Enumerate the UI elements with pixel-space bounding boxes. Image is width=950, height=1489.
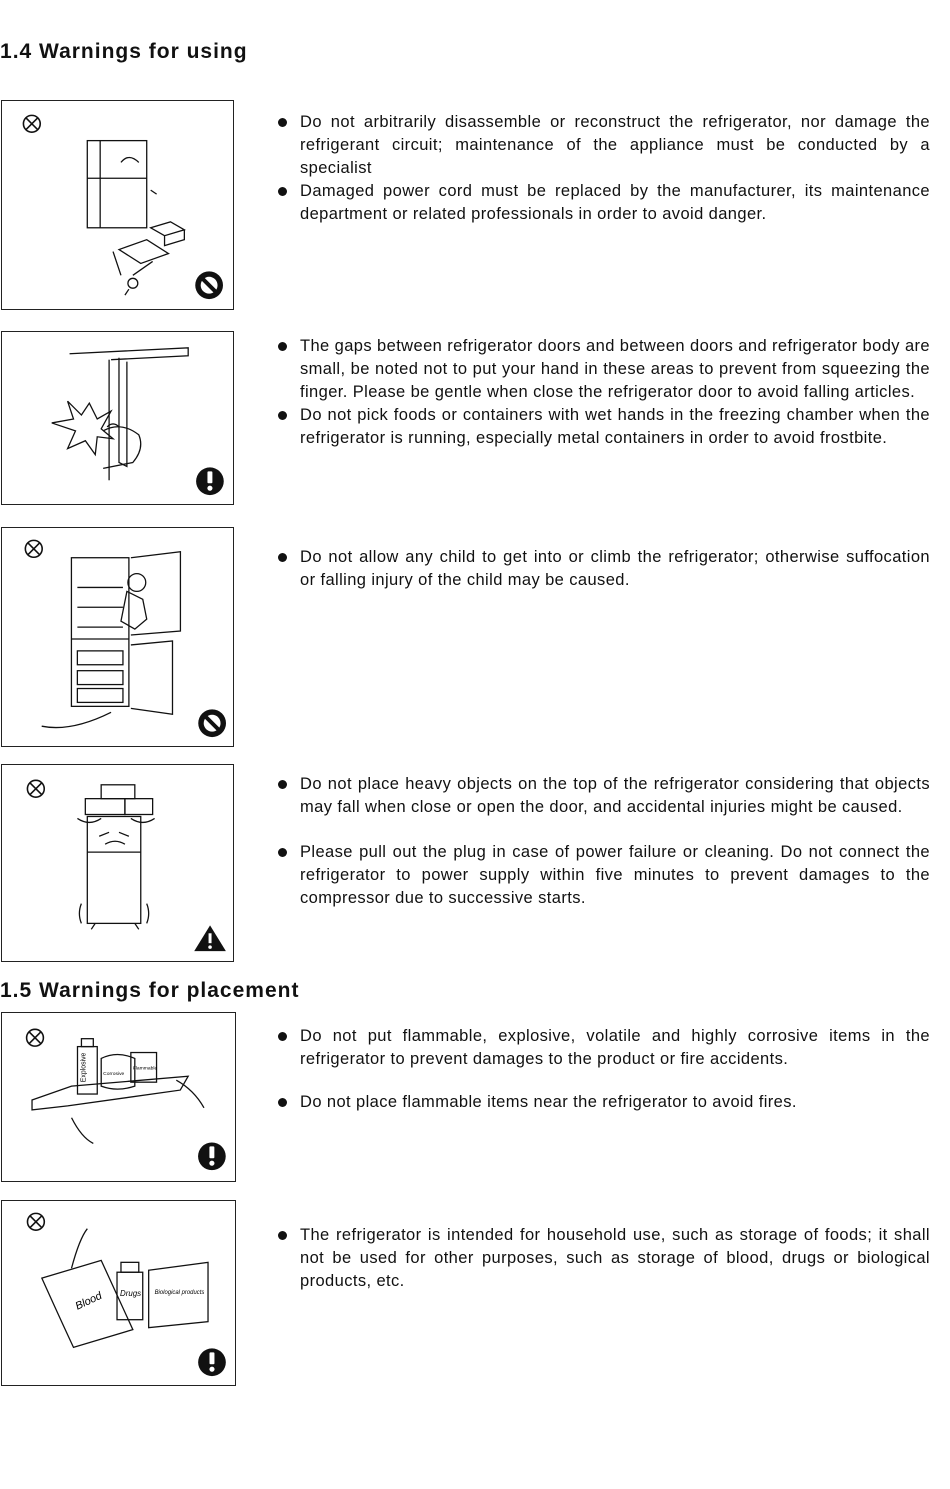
illustration-flammable-items (1, 1012, 236, 1182)
exclamation-icon (198, 1348, 226, 1376)
section-heading-placement: 1.5 Warnings for placement (0, 979, 300, 1002)
warning-list-3 (275, 546, 930, 592)
warning-item: Do not pick foods or containers with wet hands in the freezing chamber when the refrigerator is running, especially metal containers in order to avoid frostbite. (275, 404, 930, 450)
exclamation-icon (198, 1142, 226, 1170)
warning-triangle-icon (194, 925, 226, 951)
warning-item: Do not put flammable, explosive, volatile and highly corrosive items in the refrigerator to prevent damages to the product or fire accidents. (275, 1025, 930, 1071)
exclamation-icon (196, 467, 224, 495)
illustration-child-climbing (1, 527, 234, 747)
small-prohibition-icon (27, 1029, 44, 1046)
small-prohibition-icon (27, 780, 44, 797)
label-flammable: Flammable (132, 1066, 158, 1072)
warning-item: Do not place flammable items near the refrigerator to avoid fires. (275, 1091, 930, 1114)
section-title: .4 Warnings for using (12, 40, 248, 63)
warning-item: Do not arbitrarily disassemble or reconstruct the refrigerator, nor damage the refrigerant circuit; maintenance of the appliance must be conducted by a specialist (275, 111, 930, 180)
section-number: 1 (0, 40, 13, 63)
illustration-household-use (1, 1200, 236, 1386)
warning-list-6 (275, 1224, 930, 1293)
disassembly-illustration (2, 101, 233, 309)
prohibition-icon (198, 709, 226, 737)
flammable-items-illustration (2, 1013, 235, 1181)
warning-item: Damaged power cord must be replaced by the manufacturer, its maintenance department or related professionals in order to avoid danger. (275, 180, 930, 226)
illustration-heavy-objects (1, 764, 234, 962)
illustration-disassembly (1, 100, 234, 310)
prohibition-icon (195, 271, 223, 299)
label-explosive: Explosive (80, 1052, 88, 1083)
door-gap-illustration (2, 332, 233, 504)
household-use-illustration (2, 1201, 235, 1385)
warning-list-2 (275, 335, 930, 450)
warning-list-4 (275, 773, 930, 910)
warning-list-5 (275, 1025, 930, 1114)
small-prohibition-icon (27, 1213, 44, 1230)
heavy-objects-illustration (2, 765, 233, 961)
label-corrosive: Corrosive (103, 1072, 125, 1078)
warning-item: Do not place heavy objects on the top of the refrigerator considering that objects may fall when close or open the door, and accidental injuries might be caused. (275, 773, 930, 819)
label-blood: Blood (73, 1289, 104, 1313)
warning-list-1 (275, 111, 930, 226)
warning-item: The gaps between refrigerator doors and between doors and refrigerator body are small, be noted not to put your hand in these areas to prevent from squeezing the finger. Please be gentle when close the refrigerator door to avoid falling articles. (275, 335, 930, 404)
label-drugs: Drugs (119, 1288, 142, 1298)
child-climbing-illustration (2, 528, 233, 746)
warning-item: Please pull out the plug in case of power failure or cleaning. Do not connect the refrigerator to power supply within five minutes to prevent damages to the compressor due to successive starts. (275, 841, 930, 910)
small-prohibition-icon (23, 115, 40, 132)
warning-item: The refrigerator is intended for household use, such as storage of foods; it shall not be used for other purposes, such as storage of blood, drugs or biological products, etc. (275, 1224, 930, 1293)
warning-item: Do not allow any child to get into or climb the refrigerator; otherwise suffocation or falling injury of the child may be caused. (275, 546, 930, 592)
section-heading-using (0, 40, 248, 64)
small-prohibition-icon (25, 540, 42, 557)
illustration-door-gap (1, 331, 234, 505)
label-biological-products: Biological products (154, 1289, 205, 1296)
